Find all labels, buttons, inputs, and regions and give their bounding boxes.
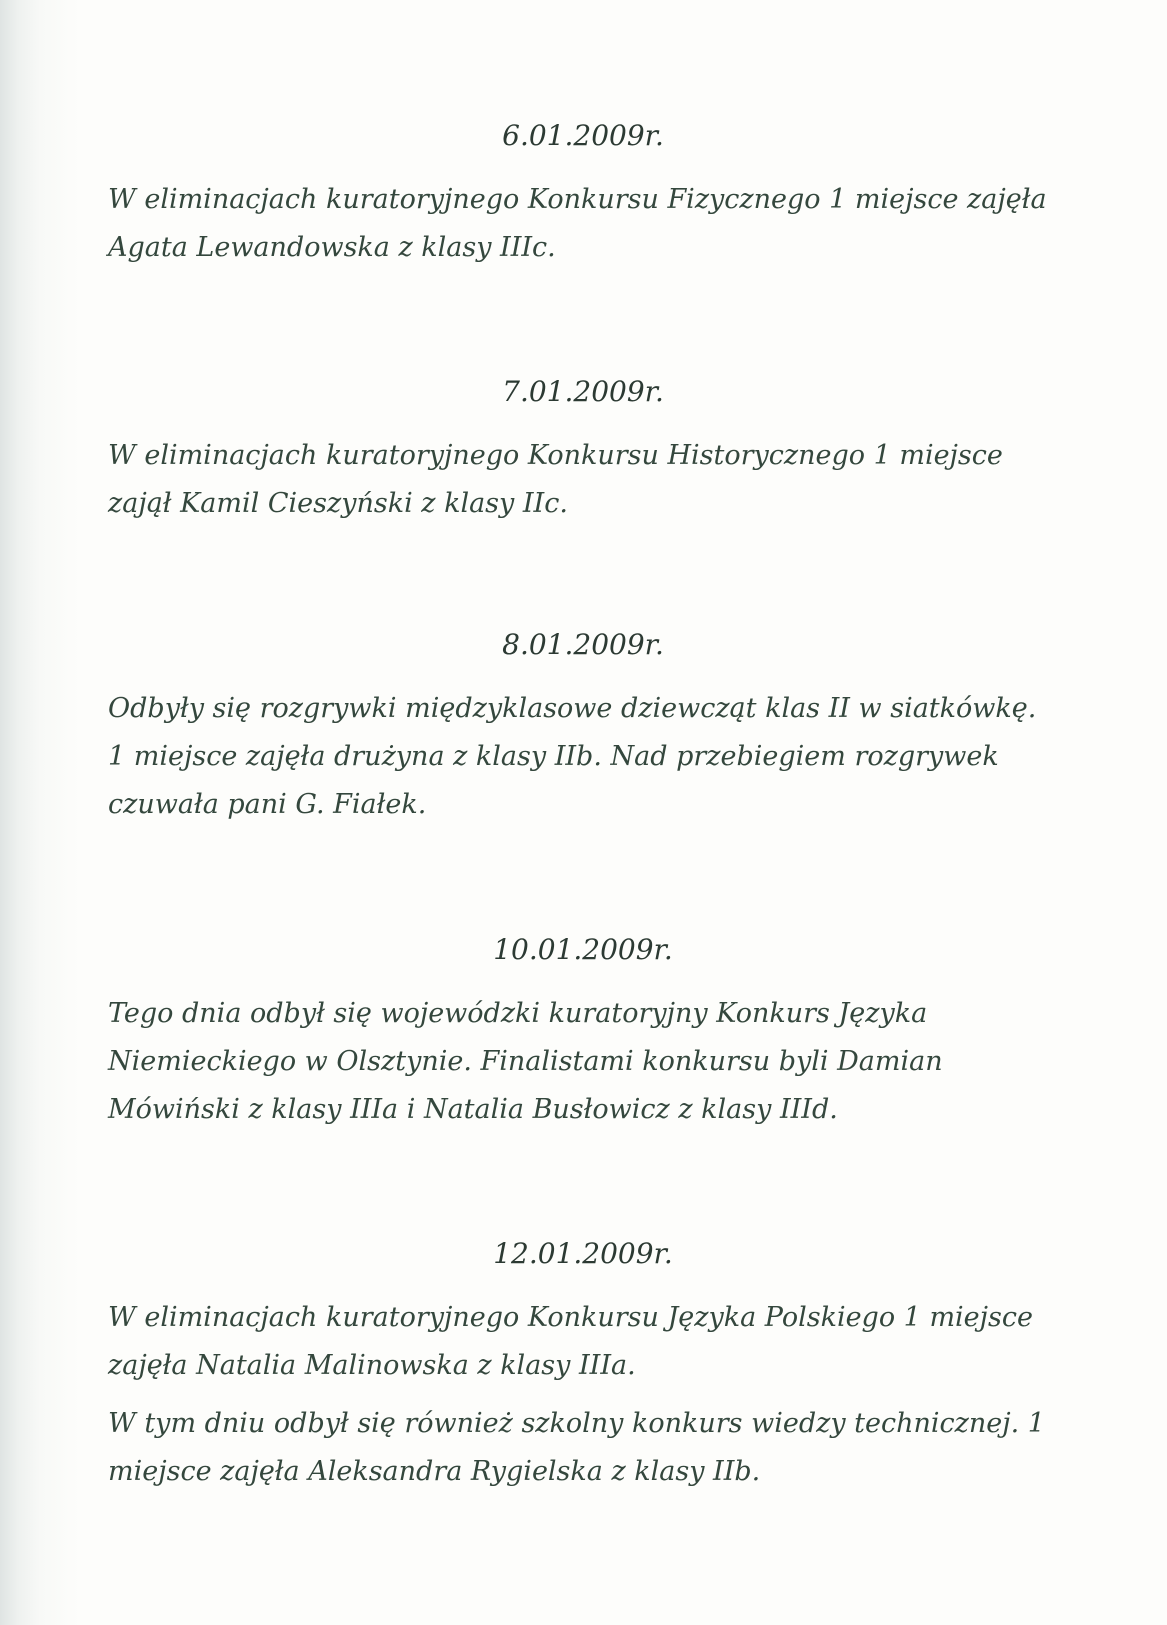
entry-paragraph: Tego dnia odbył się wojewódzki kuratoryjny Konkurs Języka Niemieckiego w Olsztynie. Finalistami konkursu byli Damian Mówiński z klasy IIIa i Natalia Busłowicz z klasy IIId. <box>108 998 943 1125</box>
entry-date: 6.01.2009r. <box>502 119 664 152</box>
entry-paragraph: Odbyły się rozgrywki międzyklasowe dziewcząt klas II w siatkówkę. 1 miejsce zajęła drużyna z klasy IIb. Nad przebiegiem rozgrywek czuwała pani G. Fiałek. <box>108 693 1037 820</box>
entry-paragraph: W tym dniu odbył się również szkolny konkurs wiedzy technicznej. 1 miejsce zajęła Aleksandra Rygielska z klasy IIb. <box>108 1408 1045 1487</box>
entry-2009-01-06 <box>108 118 1058 272</box>
entry-2009-01-07 <box>108 374 1058 528</box>
entry-2009-01-10 <box>108 932 1058 1134</box>
entry-paragraph: W eliminacjach kuratoryjnego Konkursu Fizycznego 1 miejsce zajęła Agata Lewandowska z klasy IIIc. <box>108 184 1047 263</box>
entry-2009-01-08 <box>108 627 1058 829</box>
entry-date: 10.01.2009r. <box>493 933 673 966</box>
entry-paragraph: W eliminacjach kuratoryjnego Konkursu Historycznego 1 miejsce zajął Kamil Cieszyński z klasy IIc. <box>108 440 1003 519</box>
entry-date: 12.01.2009r. <box>493 1237 673 1270</box>
entry-2009-01-12 <box>108 1236 1058 1496</box>
entry-paragraph: W eliminacjach kuratoryjnego Konkursu Języka Polskiego 1 miejsce zajęła Natalia Malinowska z klasy IIIa. <box>108 1302 1033 1381</box>
entry-date: 8.01.2009r. <box>502 628 664 661</box>
entry-date: 7.01.2009r. <box>502 375 664 408</box>
